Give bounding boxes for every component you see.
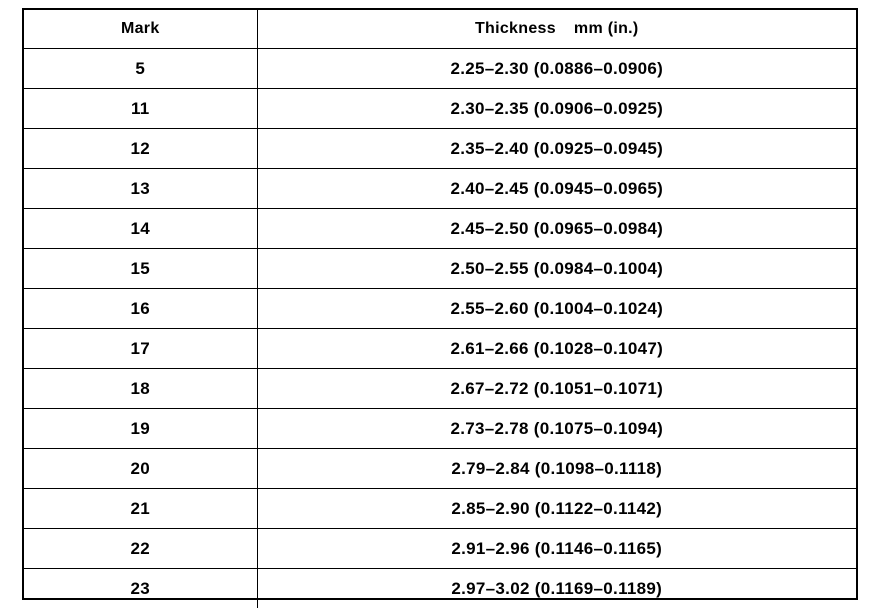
cell-thickness: 2.35–2.40 (0.0925–0.0945) [257, 129, 856, 169]
cell-mark: 5 [24, 49, 257, 89]
header-row [24, 10, 856, 49]
table-row [24, 569, 856, 609]
header-mark: Mark [24, 10, 257, 49]
cell-thickness: 2.25–2.30 (0.0886–0.0906) [257, 49, 856, 89]
cell-mark: 17 [24, 329, 257, 369]
cell-mark: 12 [24, 129, 257, 169]
cell-mark: 18 [24, 369, 257, 409]
cell-thickness: 2.30–2.35 (0.0906–0.0925) [257, 89, 856, 129]
table-row [24, 529, 856, 569]
table-row [24, 209, 856, 249]
cell-thickness: 2.91–2.96 (0.1146–0.1165) [257, 529, 856, 569]
cell-thickness: 2.79–2.84 (0.1098–0.1118) [257, 449, 856, 489]
table-row [24, 409, 856, 449]
cell-thickness: 2.40–2.45 (0.0945–0.0965) [257, 169, 856, 209]
cell-mark: 19 [24, 409, 257, 449]
cell-thickness: 2.73–2.78 (0.1075–0.1094) [257, 409, 856, 449]
shim-thickness-table-frame [22, 8, 858, 600]
table-row [24, 89, 856, 129]
cell-thickness: 2.85–2.90 (0.1122–0.1142) [257, 489, 856, 529]
cell-mark: 20 [24, 449, 257, 489]
table-row [24, 49, 856, 89]
cell-thickness: 2.50–2.55 (0.0984–0.1004) [257, 249, 856, 289]
table-row [24, 289, 856, 329]
shim-thickness-table [24, 10, 856, 608]
header-thickness-unit: mm (in.) [573, 20, 639, 37]
table-row [24, 329, 856, 369]
cell-mark: 14 [24, 209, 257, 249]
cell-mark: 13 [24, 169, 257, 209]
table-row [24, 449, 856, 489]
header-thickness [257, 10, 856, 49]
table-row [24, 129, 856, 169]
cell-mark: 16 [24, 289, 257, 329]
table-row [24, 249, 856, 289]
cell-mark: 22 [24, 529, 257, 569]
cell-thickness: 2.67–2.72 (0.1051–0.1071) [257, 369, 856, 409]
cell-thickness: 2.61–2.66 (0.1028–0.1047) [257, 329, 856, 369]
cell-thickness: 2.97–3.02 (0.1169–0.1189) [257, 569, 856, 609]
cell-mark: 21 [24, 489, 257, 529]
cell-thickness: 2.45–2.50 (0.0965–0.0984) [257, 209, 856, 249]
table-row [24, 369, 856, 409]
cell-mark: 11 [24, 89, 257, 129]
table-row [24, 489, 856, 529]
cell-mark: 15 [24, 249, 257, 289]
table-row [24, 169, 856, 209]
cell-thickness: 2.55–2.60 (0.1004–0.1024) [257, 289, 856, 329]
header-thickness-label: Thickness [474, 20, 556, 37]
cell-mark: 23 [24, 569, 257, 609]
